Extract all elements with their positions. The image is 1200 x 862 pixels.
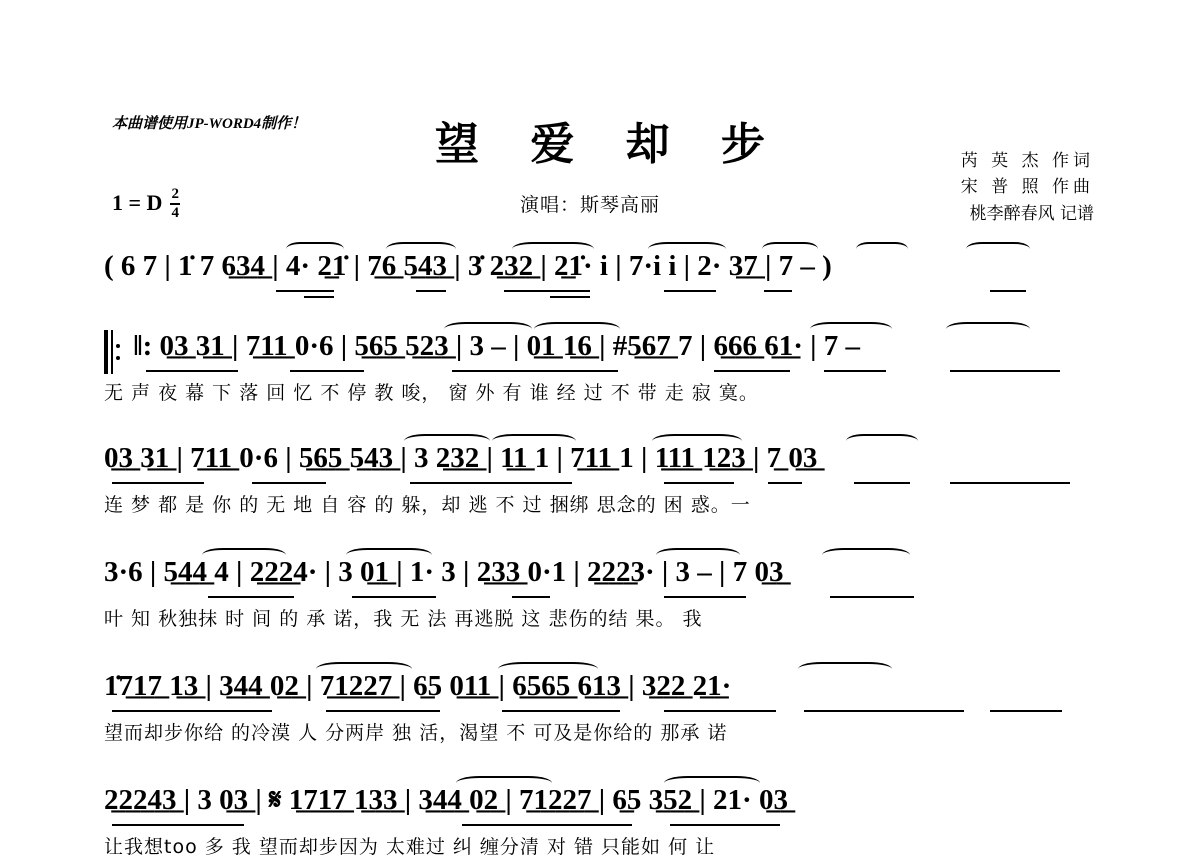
slur (856, 242, 908, 256)
slur (492, 434, 576, 448)
slur (386, 242, 456, 256)
beam (504, 290, 590, 292)
slur (444, 322, 532, 336)
beam (276, 290, 334, 292)
beam (326, 710, 440, 712)
beam (112, 482, 204, 484)
slur (316, 662, 412, 676)
notes-line (104, 330, 1104, 376)
slur (966, 242, 1030, 256)
beam (252, 482, 326, 484)
beam (950, 482, 1070, 484)
slur (810, 322, 892, 336)
beam (146, 370, 238, 372)
staff-row-intro (104, 250, 1104, 296)
notes-text: 2̲2̲2̲4̲3̲ | 3 0̲3̲ | 𝄋 1̲7̲1̲7̲ 1̲3̲3̲ | 3̲4̲4̲ 0̲2̲ | 7̲1̲2̲2̲7̲ | 6̲5 3̲5̲2̲ | 21· 0̲3̲ (104, 784, 788, 816)
notes-line (104, 442, 1104, 488)
beam (714, 370, 790, 372)
notes-text: 1̇7̲1̲7̲ 1̲3̲ | 3̲4̲4̲ 0̲2̲ | 7̲1̲2̲2̲7̲ | 6̲5 0̲1̲1̲ | 6̲5̲6̲5̲ 6̲1̲3̲ | 3̲2̲2̲ 2̲1̲· (104, 670, 732, 702)
slur (202, 548, 286, 562)
beam (664, 482, 734, 484)
notes-line (104, 670, 1104, 716)
time-signature-numerator: 2 (170, 187, 180, 205)
lyrics-line: 无 声 夜 幕 下 落 回 忆 不 停 教 唆， 窗 外 有 谁 经 过 不 带 走 寂 寞。 (104, 382, 759, 404)
slur (946, 322, 1030, 336)
beam (664, 710, 776, 712)
beam (830, 596, 914, 598)
slur (648, 242, 726, 256)
beam (664, 596, 746, 598)
beam (416, 290, 446, 292)
beam (804, 710, 964, 712)
slur (286, 242, 344, 256)
time-signature-denominator: 4 (171, 205, 179, 221)
slur (346, 548, 432, 562)
notes-text: 3·6 | 5̲4̲4̲ 4 | 2̲2̲2̲4· | 3 0̲1̲ | 1· 3 | 2̲3̲3̲ 0·1 | 2̲2̲2̲3· | 3 – | 7 0̲3̲ (104, 556, 784, 588)
beam (304, 296, 334, 298)
beam (990, 290, 1026, 292)
slur (762, 242, 818, 256)
maker-note: 本曲谱使用JP-WORD4制作！ (112, 116, 307, 132)
beam (768, 482, 802, 484)
beam (550, 296, 590, 298)
beam (764, 290, 792, 292)
beam (502, 710, 620, 712)
notes-line (104, 784, 1104, 830)
beam (824, 370, 886, 372)
beam (664, 290, 716, 292)
slur (512, 242, 594, 256)
beam (854, 482, 910, 484)
beam (950, 370, 1060, 372)
lyrics-line: 叶 知 秋独抹 时 间 的 承 诺，我 无 法 再逃脱 这 悲伤的结 果。 我 (104, 608, 703, 630)
beam (112, 824, 244, 826)
slur (456, 776, 552, 790)
key-signature-label: 1 = D (112, 190, 163, 215)
time-signature (170, 187, 180, 221)
beam (462, 824, 632, 826)
notes-text: ‖: 0̲3̲ 3̲1̲ | 7̲1̲1̲ 0·6 | 5̲6̲5̲ 5̲2̲3̲ | 3 – | 0̲1̲ 1̲6̲ | #5̲6̲7̲ 7 | 6̲6̲6̲ 6̲1̲· | 7 – (133, 330, 861, 362)
singer-line: 演唱：斯琴高丽 (520, 194, 661, 216)
slur (534, 322, 620, 336)
notes-text: ( 6 7 | 1̇ 7 6̲3̲4̲ | 4· 2̲1̇ | 7̲6̲ 5̲4̲3̲ | 3̇ 2̲3̲2̲ | 2̲1̇· i | 7·i i | 2· 3̲7̲ | 7 – ) (104, 250, 832, 282)
credit-lyricist: 芮 英 杰 作词 (960, 151, 1094, 171)
beam (512, 596, 550, 598)
credit-transcriber: 桃李醉春风 记谱 (969, 203, 1094, 224)
beam (410, 482, 572, 484)
staff-row-verse-1 (104, 330, 1104, 408)
beam (990, 710, 1062, 712)
beam (208, 596, 294, 598)
slur (664, 776, 760, 790)
notes-line (104, 250, 1104, 296)
slur (656, 548, 740, 562)
slur (798, 662, 892, 676)
staff-row-chorus-2 (104, 784, 1104, 862)
lyrics-line: 让我想too 多 我 望而却步因为 太难过 纠 缠分清 对 错 只能如 何 让 (104, 836, 716, 858)
beam (452, 370, 618, 372)
staff-row-verse-3 (104, 556, 1104, 634)
repeat-start-sign (104, 330, 118, 374)
notes-line (104, 556, 1104, 602)
credits (961, 148, 1094, 227)
key-signature (112, 186, 180, 220)
credit-composer: 宋 普 照 作曲 (960, 177, 1094, 198)
beam (112, 710, 272, 712)
slur (822, 548, 910, 562)
slur (404, 434, 490, 448)
slur (498, 662, 598, 676)
beam (352, 596, 436, 598)
staff-row-verse-2 (104, 442, 1104, 520)
lyrics-line: 望而却步你给 的冷漠 人 分两岸 独 活，渴望 不 可及是你给的 那承 诺 (104, 722, 728, 744)
notes-text: 0̲3̲ 3̲1̲ | 7̲1̲1̲ 0·6 | 5̲6̲5̲ 5̲4̲3̲ | 3 2̲3̲2̲ | 1̲1̲ 1 | 7̲1̲1̲ 1 | 1̲1̲1̲ 1̲2̲3̲ | 7̲ 0̲3̲ (104, 442, 818, 474)
page-title: 望 爱 却 步 (435, 119, 783, 170)
staff-row-chorus-1 (104, 670, 1104, 748)
slur (652, 434, 742, 448)
beam (670, 824, 780, 826)
slur (846, 434, 918, 448)
lyrics-line: 连 梦 都 是 你 的 无 地 自 容 的 躲，却 逃 不 过 捆绑 思念的 困 惑。一 (104, 494, 751, 516)
beam (290, 370, 364, 372)
